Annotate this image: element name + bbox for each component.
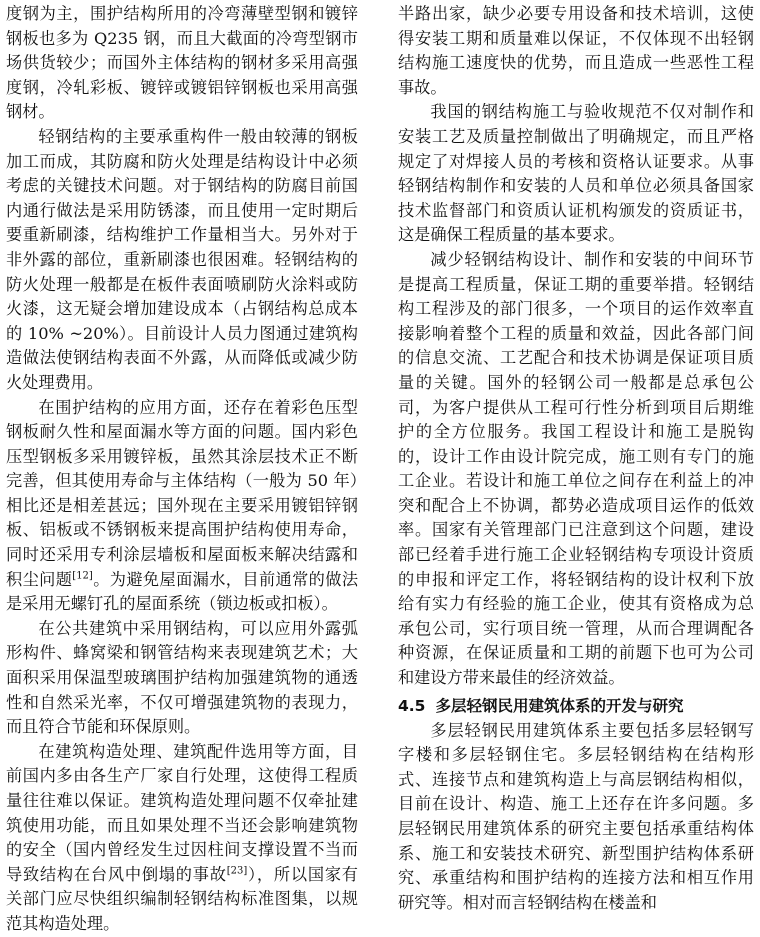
section-heading-4-5: [398, 693, 754, 719]
paragraph-envelope-text-b: 。为避免屋面漏水，目前通常的做法是采用无螺钉孔的屋面系统（锁边板或扣板）。: [6, 569, 359, 614]
section-number: 4.5: [398, 696, 426, 715]
paragraph-specifications: 我国的钢结构施工与验收规范不仅对制作和安装工艺及质量控制做出了明确规定，而且严格规定了对焊接人员的考核和资格认证要求。从事轻钢结构制作和安装的人员和单位必须具备国家技术监督部门和资质认证机构颁发的资质证书，这是确保工程质量的基本要求。: [398, 102, 754, 245]
citation-12: [12]: [72, 570, 93, 582]
paragraph-corrosion-fire: 轻钢结构的主要承重构件一般由较薄的钢板加工而成，其防腐和防火处理是结构设计中必须考虑的关键技术问题。对于钢结构的防腐目前国内通行做法是采用防锈漆，而且使用一定时期后要重新刷漆，结构维护工作量相当大。另外对于非外露的部位，重新刷漆也很困难。轻钢结构的防火处理一般都是在板件表面喷刷防火涂料或防火漆，这无疑会增加建设成本（占钢结构总成本的 10% ~20%）。目前设计人员力图通过建筑构造做法使钢结构表面不外露，从而降低或减少防火处理费用。: [6, 126, 358, 392]
paragraph-envelope: [6, 396, 358, 617]
section-title: 多层轻钢民用建筑体系的开发与研究: [435, 696, 684, 715]
paragraph-construction-detailing: [6, 740, 358, 937]
citation-23: [23]: [226, 865, 248, 877]
paragraph-envelope-text-a: 在围护结构的应用方面，还存在着彩色压型钢板耐久性和屋面漏水等方面的问题。国内彩色压型钢板多采用镀锌板，虽然其涂层技术正不断完善，但其使用寿命与主体结构（一般为 50 年）相比还是相差甚远；国外现在主要采用镀铝锌钢板、铝板或不锈钢板来提高围护结构使用寿命，同时还采用专利涂层墙板和屋面板来解决结露和积尘问题: [6, 397, 358, 589]
paragraph-installation: 半路出家，缺少必要专用设备和技术培训，这使得安装工期和质量难以保证，不仅体现不出轻钢结构施工速度快的优势，而且造成一些恶性工程事故。: [398, 4, 754, 97]
paragraph-public-buildings: 在公共建筑中采用钢结构，可以应用外露弧形构件、蜂窝梁和钢管结构来表现建筑艺术；大面积采用保温型玻璃围护结构加强建筑物的通透性和自然采光率，不仅可增强建筑物的表现力，而且符合节能和环保原则。: [6, 618, 358, 737]
right-column: [398, 2, 754, 915]
paragraph-detailing-text-b: ），所以国家有关部门应尽快组织编制轻钢结构标准图集，以规范其构造处理。: [6, 864, 358, 933]
left-column: [6, 2, 358, 937]
paragraph-multistory-systems: 多层轻钢民用建筑体系主要包括多层轻钢写字楼和多层轻钢住宅。多层轻钢结构在结构形式、连接节点和建筑构造上与高层钢结构相似，目前在设计、构造、施工上还存在许多问题。多层轻钢民用建筑体系的研究主要包括承重结构体系、施工和安装技术研究、新型围护结构体系研究、承重结构和围护结构的连接方法和相互作用研究等。相对而言轻钢结构在楼盖和: [398, 720, 754, 912]
paragraph-detailing-text-a: 在建筑构造处理、建筑配件选用等方面，目前国内多由各生产厂家自行处理，这使得工程质量往往难以保证。建筑构造处理问题不仅牵扯建筑使用功能，而且如果处理不当还会影响建筑物的安全（国内曾经发生过因柱间支撑设置不当而导致结构在台风中倒塌的事故: [6, 741, 358, 884]
paragraph-intermediate-links: 减少轻钢结构设计、制作和安装的中间环节是提高工程质量，保证工期的重要举措。轻钢结构工程涉及的部门很多，一个项目的运作效率直接影响着整个工程的质量和效益，因此各部门间的信息交流、工艺配合和技术协调是保证项目质量的关键。国外的轻钢公司一般都是总承包公司，为客户提供从工程可行性分析到项目后期维护的全方位服务。我国工程设计和施工是脱钩的，设计工作由设计院完成，施工则有专门的施工企业。若设计和施工单位之间存在利益上的冲突和配合上不协调，都势必造成项目运作的低效率。国家有关管理部门已注意到这个问题，建设部已经着手进行施工企业轻钢结构专项设计资质的申报和评定工作，将轻钢结构的设计权利下放给有实力有经验的施工企业，使其有资格成为总承包公司，实行项目统一管理，从而合理调配各种资源，在保证质量和工期的前题下也可为公司和建设方带来最佳的经济效益。: [398, 249, 754, 688]
paragraph-steel-materials: 度钢为主，围护结构所用的冷弯薄壁型钢和镀锌钢板也多为 Q235 钢，而且大截面的冷弯型钢市场供货较少；而国外主体结构的钢材多采用高强度钢，冷轧彩板、镀锌或镀铝锌钢板也采用高强钢材。: [6, 4, 358, 122]
